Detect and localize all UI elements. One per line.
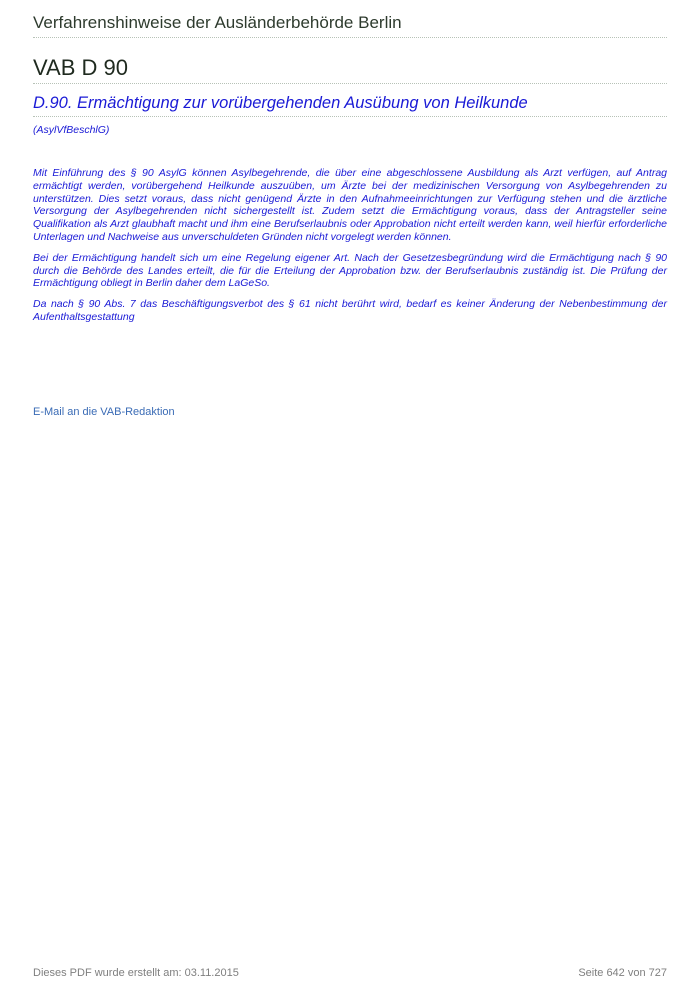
site-title: Verfahrenshinweise der Ausländerbehörde Berlin: [33, 12, 667, 38]
section-heading: D.90. Ermächtigung zur vorübergehenden Ausübung von Heilkunde: [33, 93, 667, 117]
paragraph: Mit Einführung des § 90 AsylG können Asylbegehrende, die über eine abgeschlossene Ausbildung als Arzt verfügen, auf Antrag ermächtigt werden, vorübergehend Heilkunde auszuüben, um Ärzte bei der medizinischen Versorgung von Asylbegehrenden zu unterstützen. Dies setzt voraus, dass nicht genügend Ärzte in den Aufnahmeeinrichtungen zur Verfügung stehen und die ärztliche Versorgung der Asylbegehrenden nicht sichergestellt ist. Zudem setzt die Ermächtigung voraus, dass der Antragsteller seine Qualifikation als Arzt glaubhaft macht und ihm eine Berufserlaubnis oder Approbation nicht erteilt werden kann, weil hierfür erforderliche Unterlagen und Nachweise aus unverschuldeten Gründen nicht vorgelegt werden können.: [33, 167, 667, 243]
footer-created-date: Dieses PDF wurde erstellt am: 03.11.2015: [33, 967, 239, 979]
paragraph: Da nach § 90 Abs. 7 das Beschäftigungsverbot des § 61 nicht berührt wird, bedarf es keiner Änderung der Nebenbestimmung der Aufenthaltsgestattung: [33, 298, 667, 323]
paragraph: Bei der Ermächtigung handelt sich um eine Regelung eigener Art. Nach der Gesetzesbegründung wird die Ermächtigung nach § 90 durch die Behörde des Landes erteilt, die für die Erteilung der Approbation bzw. der Berufserlaubnis zuständig ist. Die Prüfung der Ermächtigung obliegt in Berlin daher dem LaGeSo.: [33, 251, 667, 290]
email-link[interactable]: E-Mail an die VAB-Redaktion: [33, 406, 175, 418]
law-reference: (AsylVfBeschlG): [33, 124, 110, 136]
footer-page-number: Seite 642 von 727: [578, 967, 667, 979]
document-title: VAB D 90: [33, 55, 667, 84]
body-text: [33, 167, 667, 332]
